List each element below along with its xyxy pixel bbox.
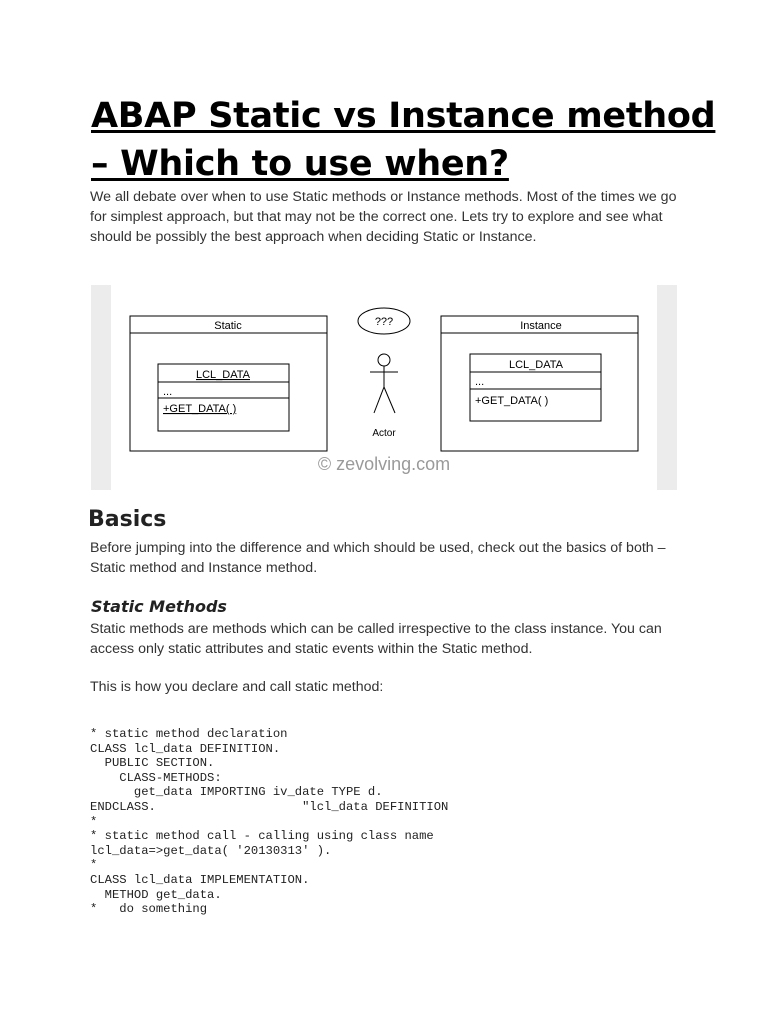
page-title: ABAP Static vs Instance method – Which to use when? [91,96,716,184]
watermark: © zevolving.com [317,454,451,474]
instance-class-name: LCL_DATA [508,359,564,371]
static-package-label: Static [214,320,242,332]
static-class-name: LCL_DATA [195,369,251,381]
instance-class-method: +GET_DATA( ) [475,395,549,407]
actor-label: Actor [372,428,396,439]
intro-paragraph: We all debate over when to use Static methods or Instance methods. Most of the times we go for simplest approach, but that may not be the correct one. Lets try to explore and see what should be possibly the best approach when deciding Static or Instance. [90,189,677,245]
static-class-method: +GET_DATA( ) [163,403,237,415]
bubble-text: ??? [374,316,394,328]
declare-paragraph: This is how you declare and call static method: [90,679,384,695]
diagram-svg [91,285,677,490]
instance-package-label: Instance [520,320,562,332]
static-class-attrs: ... [163,386,173,398]
static-methods-heading: Static Methods [91,597,227,616]
instance-class-attrs: ... [475,376,485,388]
instance-package [441,316,638,451]
actor-figure [370,354,398,413]
basics-heading: Basics [88,507,167,532]
static-methods-paragraph: Static methods are methods which can be called irrespective to the class instance. You can access only static attributes and static events within the Static method. [90,621,662,657]
static-vs-instance-diagram [91,285,677,490]
basics-paragraph: Before jumping into the difference and which should be used, check out the basics of both – Static method and Instance method. [90,540,666,576]
code-block: * static method declaration CLASS lcl_data DEFINITION. PUBLIC SECTION. CLASS-METHODS: get_data IMPORTING iv_date TYPE d. ENDCLASS. "lcl_data DEFINITION * * static method call - calling using class name lcl_data=>get_data( '20130313' ). * CLASS lcl_data IMPLEMENTATION. METHOD get_data. * do something [90,727,449,917]
